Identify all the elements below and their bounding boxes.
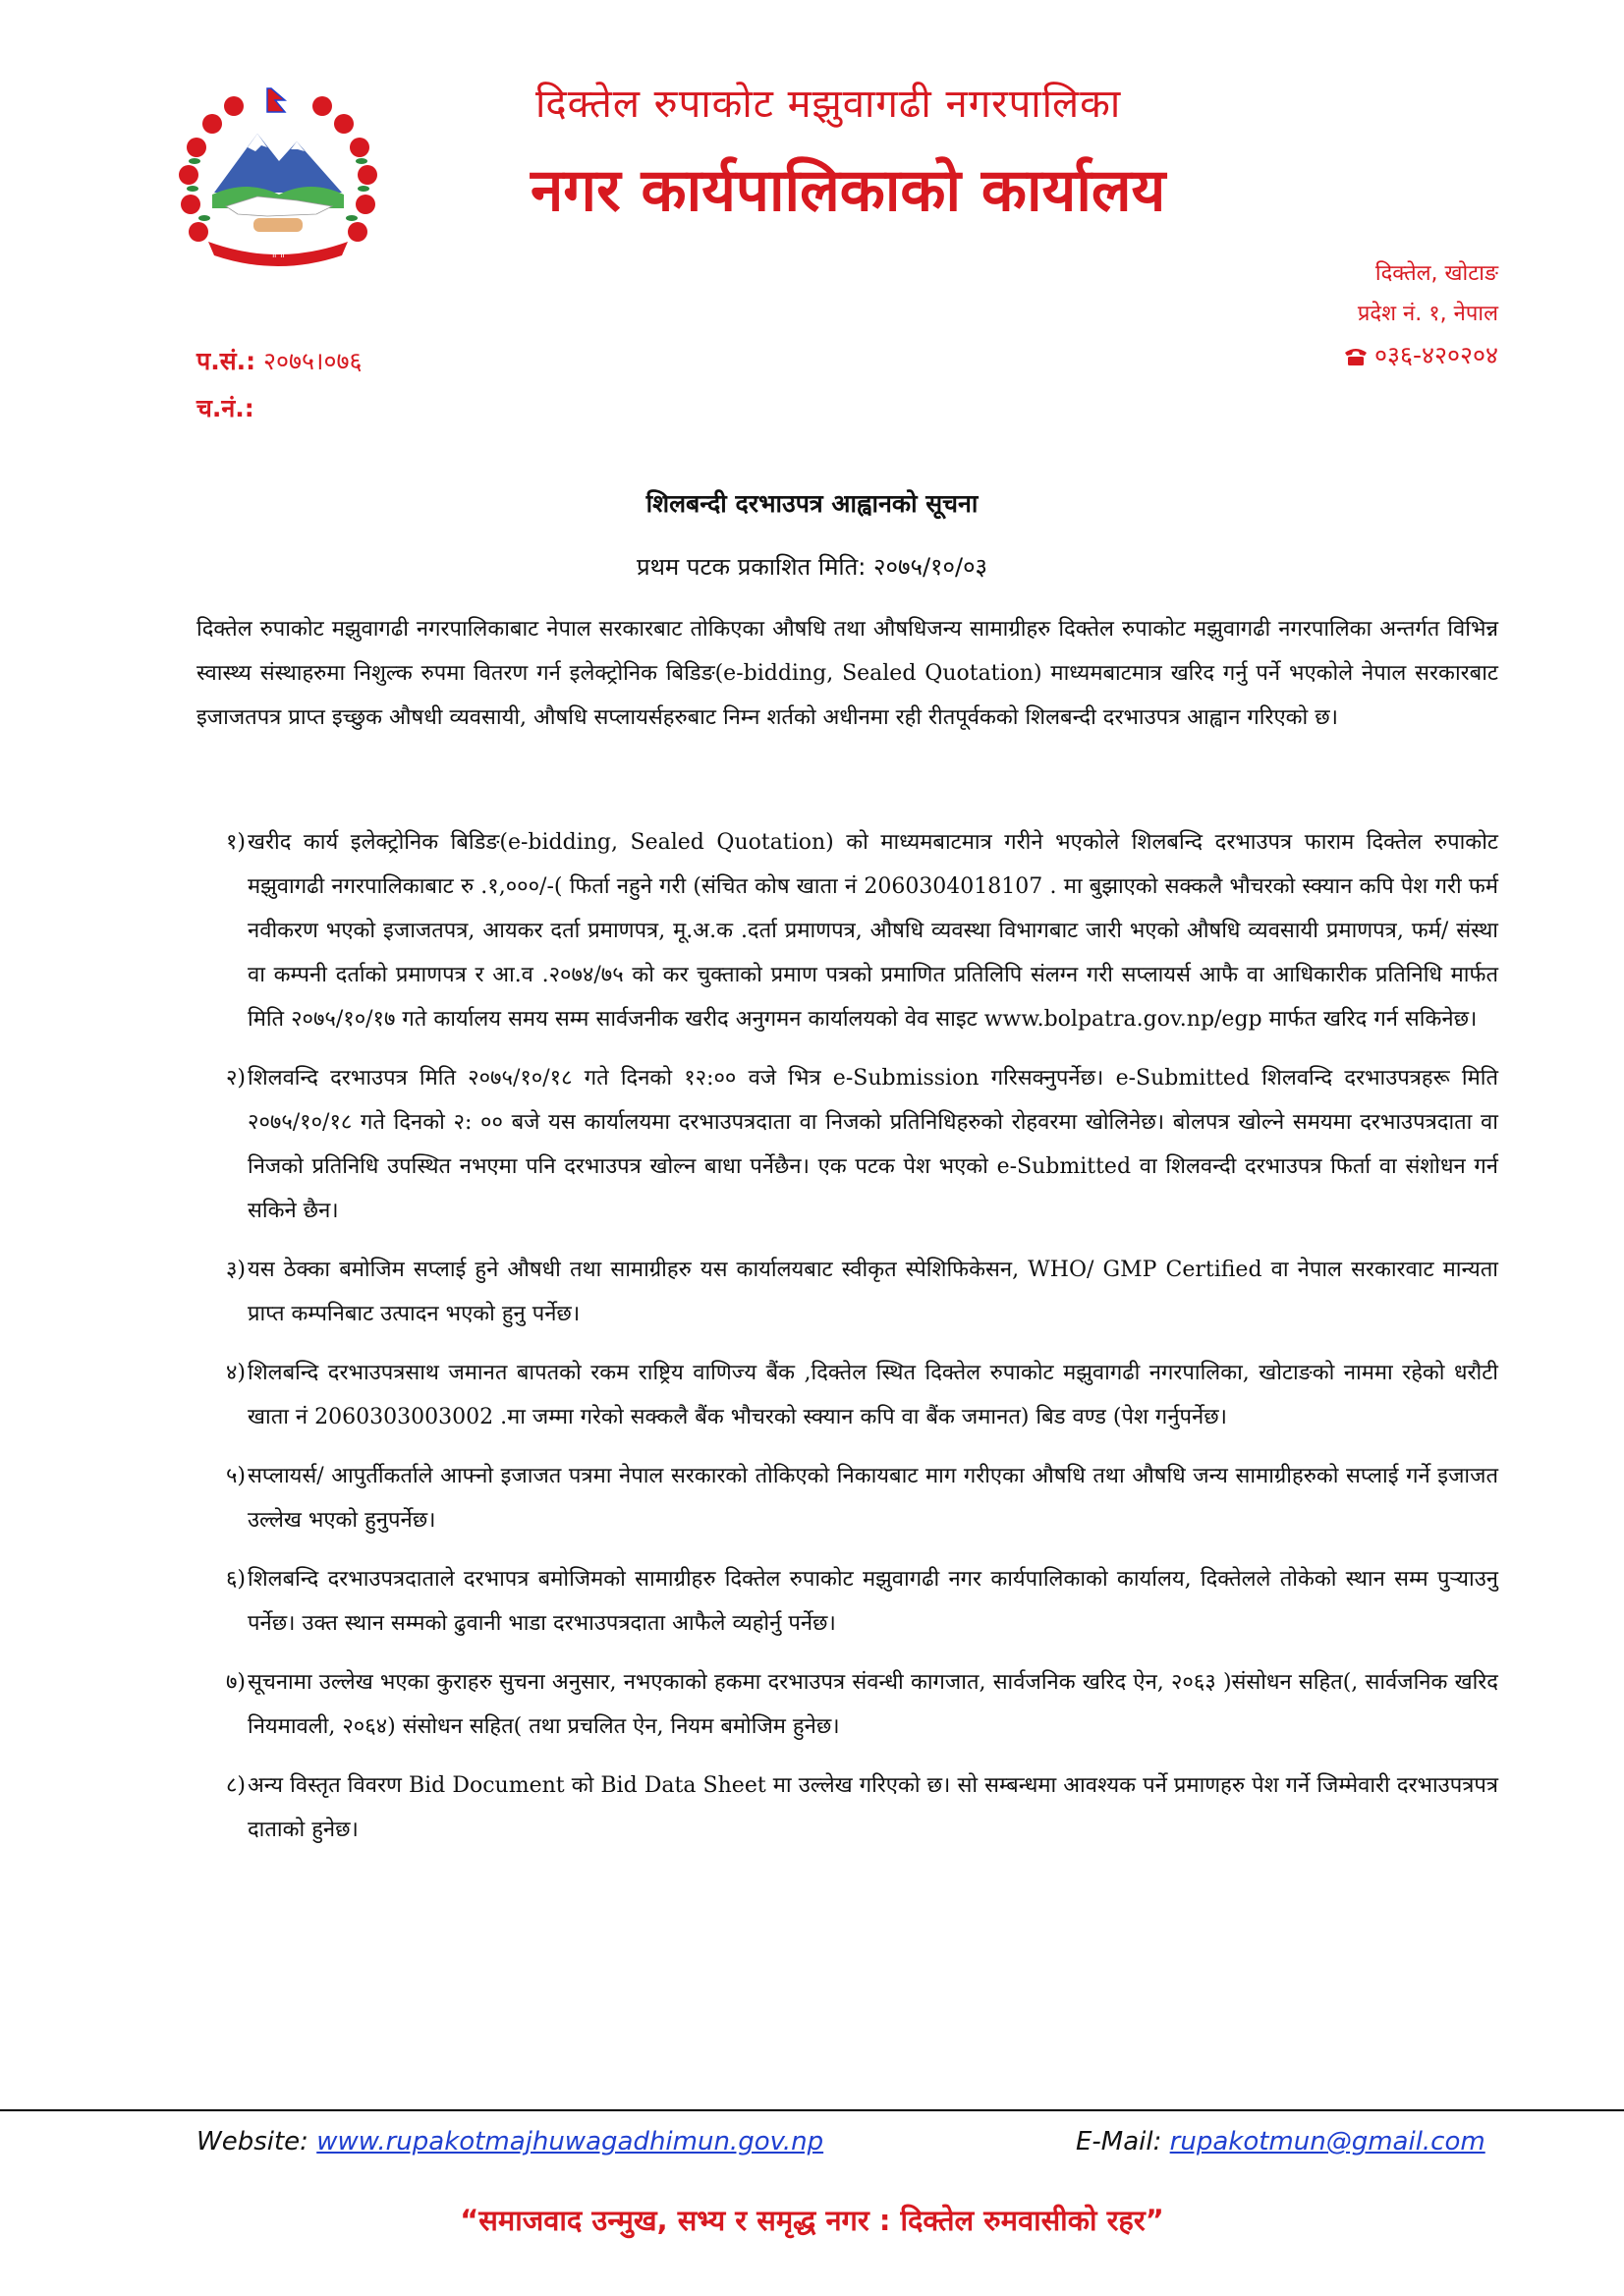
footer-email xyxy=(1076,2127,1485,2156)
clause-text: सूचनामा उल्लेख भएका कुराहरु सुचना अनुसार, नभएकाको हकमा दरभाउपत्र संवन्धी कागजात, सार्वजनिक खरिद ऐन, २०६३ )संसोधन सहित(, सार्वजनिक खरिद नियमावली, २०६४) संसोधन सहित( तथा प्रचलित ऐन, नियम बमोजिम हुनेछ। xyxy=(248,1670,1498,1739)
clause-item xyxy=(196,1557,1498,1646)
clause-number: २) xyxy=(225,1066,246,1091)
email-label: E-Mail: xyxy=(1076,2127,1162,2156)
publication-date: प्रथम पटक प्रकाशित मिति: २०७५/१०/०३ xyxy=(636,553,988,581)
reference-number-row xyxy=(196,344,363,377)
clause-text: खरीद कार्य इलेक्ट्रोनिक बिडिङ(e-bidding, Sealed Quotation) को माध्यमबाटमात्र गरीने भएकोले शिलबन्दि दरभाउपत्र फाराम दिक्तेल रुपाकोट मझुवागढी नगरपालिकाबाट रु .१,०००/-( फिर्ता नहुने गरी (संचित कोष खाता नं 2060304018107 . मा बुझाएको सक्कलै भौचरको स्क्यान कपि पेश गरी फर्म नवीकरण भएको इजाजतपत्र, आयकर दर्ता प्रमाणपत्र, मू.अ.क .दर्ता प्रमाणपत्र, औषधि व्यवस्था विभागबाट जारी भएको औषधि व्यवसायी प्रमाणपत्र, फर्म/ संस्था वा कम्पनी दर्ताको प्रमाणपत्र र आ.व .२०७४/७५ को कर चुक्ताको प्रमाण पत्रको प्रमाणित प्रतिलिपि संलग्न गरी सप्लायर्स आफै वा आधिकारीक प्रतिनिधि मार्फत मिति २०७५/१०/१७ गते कार्यालय समय सम्म सार्वजनीक खरीद अनुगमन कार्यालयको वेव साइट www.bolpatra.gov.np/egp मार्फत खरिद गर्न सकिनेछ। xyxy=(248,830,1498,1032)
notice-intro-paragraph: दिक्तेल रुपाकोट मझुवागढी नगरपालिकाबाट नेपाल सरकारबाट तोकिएका औषधि तथा औषधिजन्य सामाग्रीहरु दिक्तेल रुपाकोट मझुवागढी नगरपालिका अन्तर्गत विभिन्न स्वास्थ्य संस्थाहरुमा निशुल्क रुपमा वितरण गर्न इलेक्ट्रोनिक बिडिङ(e-bidding, Sealed Quotation) माध्यमबाटमात्र खरिद गर्नु पर्ने भएकोले नेपाल सरकारबाट इजाजतपत्र प्राप्त इच्छुक औषधी व्यवसायी, औषधि सप्लायर्सहरुबाट निम्न शर्तको अधीनमा रही रीतपूर्वकको शिलबन्दी दरभाउपत्र आह्वान गरिएको छ। xyxy=(196,617,1498,730)
address-line-1: दिक्तेल, खोटाङ xyxy=(1374,261,1498,286)
clause-number: ८) xyxy=(225,1773,246,1798)
clause-text: शिलवन्दि दरभाउपत्र मिति २०७५/१०/१८ गते दिनको १२:०० वजे भित्र e-Submission गरिसक्नुपर्नेछ। e-Submitted शिलवन्दि दरभाउपत्रहरू मिति २०७५/१०/१८ गते दिनको २: ०० बजे यस कार्यालयमा दरभाउपत्रदाता वा निजको प्रतिनिधिहरुको रोहवरमा खोलिनेछ। बोलपत्र खोल्ने समयमा दरभाउपत्रदाता वा निजको प्रतिनिधि उपस्थित नभएमा पनि दरभाउपत्र खोल्न बाधा पर्नेछैन। एक पटक पेश भएको e-Submitted वा शिलवन्दी दरभाउपत्र फिर्ता वा संशोधन गर्न सकिने छैन। xyxy=(248,1066,1498,1223)
clause-text: सप्लायर्स/ आपुर्तीकर्ताले आफ्नो इजाजत पत्रमा नेपाल सरकारको तोकिएको निकायबाट माग गरीएका औषधि तथा औषधि जन्य सामाग्रीहरुको सप्लाई गर्ने इजाजत उल्लेख भएको हुनुपर्नेछ। xyxy=(248,1464,1498,1533)
clause-item xyxy=(196,1764,1498,1852)
nepal-government-emblem-icon xyxy=(169,84,387,271)
clause-number: ६) xyxy=(225,1567,246,1592)
cn-label: च.नं.: xyxy=(196,394,254,422)
clause-item xyxy=(196,1351,1498,1439)
notice-clauses xyxy=(196,820,1498,1867)
dispatch-number-row xyxy=(196,391,254,424)
clause-text: शिलबन्दि दरभाउपत्रदाताले दरभापत्र बमोजिमको सामाग्रीहरु दिक्तेल रुपाकोट मझुवागढी नगर कार्यपालिकाको कार्यालय, दिक्तेलले तोकेको स्थान सम्म पुऱ्याउनु पर्नेछ। उक्त स्थान सम्मको ढुवानी भाडा दरभाउपत्रदाता आफैले व्यहोर्नु पर्नेछ। xyxy=(248,1567,1498,1636)
office-name: नगर कार्यपालिकाको कार्यालय xyxy=(531,156,1166,225)
clause-number: ५) xyxy=(225,1464,246,1488)
municipality-motto: “समाजवाद उन्मुख, सभ्य र समृद्ध नगर : दिक्तेल रुमवासीको रहर” xyxy=(460,2204,1164,2237)
svg-text:॥ ॥: ॥ ॥ xyxy=(271,251,285,260)
clause-number: ४) xyxy=(225,1361,246,1385)
clause-number: १) xyxy=(225,830,246,855)
phone-number: ०३६-४२०२०४ xyxy=(1373,341,1498,369)
phone-number-block xyxy=(1343,338,1498,371)
notice-title: शिलबन्दी दरभाउपत्र आह्वानको सूचना xyxy=(645,489,979,518)
footer-divider xyxy=(0,2109,1624,2111)
telephone-icon xyxy=(1343,345,1369,366)
clause-text: शिलबन्दि दरभाउपत्रसाथ जमानत बापतको रकम राष्ट्रिय वाणिज्य बैंक ,दिक्तेल स्थित दिक्तेल रुपाकोट मझुवागढी नगरपालिका, खोटाङको नाममा रहेको धरौटी खाता नं 2060303003002 .मा जम्मा गरेको सक्कलै बैंक भौचरको स्क्यान कपि वा बैंक जमानत) बिड वण्ड (पेश गर्नुपर्नेछ। xyxy=(248,1361,1498,1429)
ps-label: प.सं.: xyxy=(196,347,256,375)
website-label: Website: xyxy=(196,2127,308,2156)
clause-number: ३) xyxy=(225,1258,246,1282)
clause-item xyxy=(196,1454,1498,1542)
clause-number: ७) xyxy=(225,1670,246,1695)
clause-item xyxy=(196,1660,1498,1749)
clause-text: यस ठेक्का बमोजिम सप्लाई हुने औषधी तथा सामाग्रीहरु यस कार्यालयबाट स्वीकृत स्पेशिफिकेसन, WHO/ GMP Certified वा नेपाल सरकारवाट मान्यता प्राप्त कम्पनिबाट उत्पादन भएको हुनु पर्नेछ। xyxy=(248,1258,1498,1326)
address-line-2: प्रदेश नं. १, नेपाल xyxy=(1357,302,1498,326)
website-link[interactable]: www.rupakotmajhuwagadhimun.gov.np xyxy=(316,2127,824,2156)
clause-item xyxy=(196,820,1498,1041)
email-link[interactable]: rupakotmun@gmail.com xyxy=(1169,2127,1485,2156)
footer-website xyxy=(196,2127,823,2156)
clause-item xyxy=(196,1248,1498,1336)
ps-value: २०७५।०७६ xyxy=(263,347,363,375)
clause-item xyxy=(196,1056,1498,1233)
municipality-name: दिक्तेल रुपाकोट मझुवागढी नगरपालिका xyxy=(535,82,1122,127)
clause-text: अन्य विस्तृत विवरण Bid Document को Bid Data Sheet मा उल्लेख गरिएको छ। सो सम्बन्धमा आवश्यक पर्ने प्रमाणहरु पेश गर्ने जिम्मेवारी दरभाउपत्रपत्र दाताको हुनेछ। xyxy=(248,1773,1498,1842)
